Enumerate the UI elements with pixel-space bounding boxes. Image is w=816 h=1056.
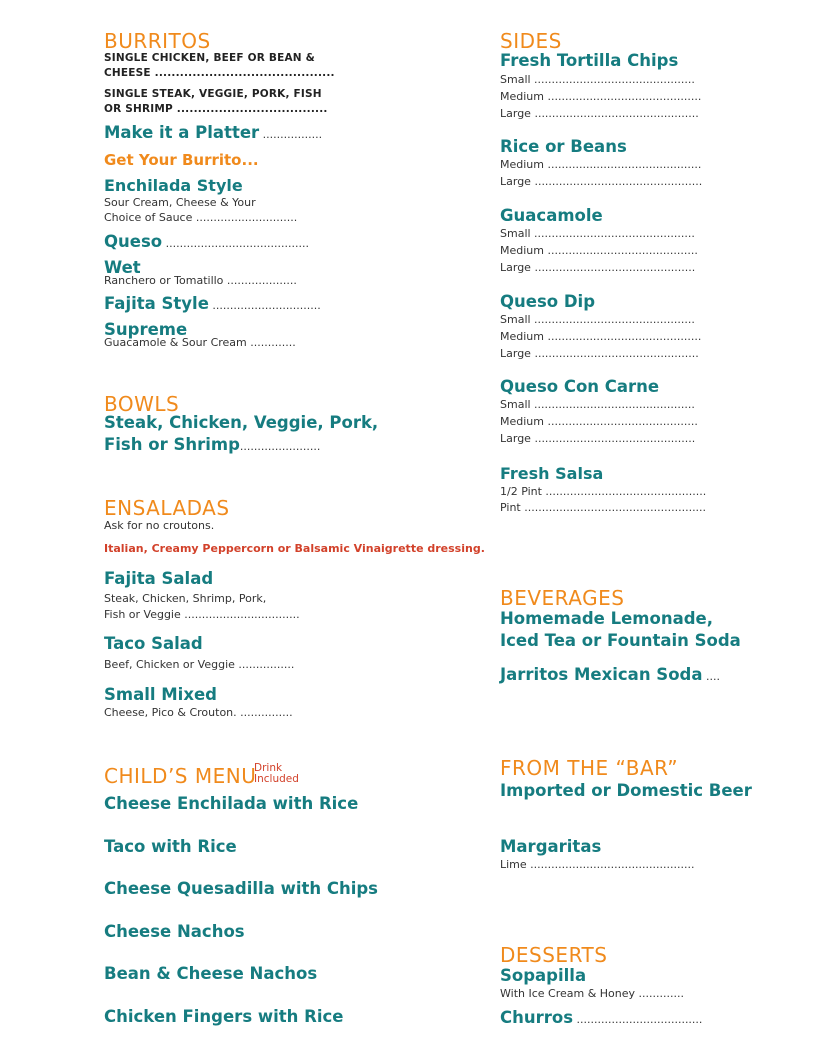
child-item-6: Chicken Fingers with Rice: [104, 1007, 344, 1026]
fresh-salsa-name: Fresh Salsa: [500, 464, 604, 483]
single-steak-line-1: SINGLE STEAK, VEGGIE, PORK, FISH: [104, 88, 322, 100]
desserts-heading: DESSERTS: [500, 943, 608, 967]
child-item-5: Bean & Cheese Nachos: [104, 964, 318, 983]
guacamole-name: Guacamole: [500, 206, 603, 225]
burritos-heading: BURRITOS: [104, 29, 211, 53]
queso-dip-small: Small ..............................................: [500, 313, 695, 326]
queso-dip-name: Queso Dip: [500, 292, 596, 311]
taco-salad-desc: Beef, Chicken or Veggie ................: [104, 658, 295, 671]
wet-desc: Ranchero or Tomatillo ....................: [104, 274, 297, 287]
chips-name: Fresh Tortilla Chips: [500, 51, 679, 70]
platter-dots: .................: [259, 128, 323, 141]
queso-dots: .........................................: [162, 237, 309, 250]
salsa-half-pint: 1/2 Pint ..............................................: [500, 485, 707, 498]
churros-dots: ....................................: [573, 1013, 703, 1026]
fajita-salad-desc-2: Fish or Veggie .................................: [104, 608, 300, 621]
sides-heading: SIDES: [500, 29, 562, 53]
child-item-1: Cheese Enchilada with Rice: [104, 794, 359, 813]
fajita-salad-name: Fajita Salad: [104, 569, 214, 588]
guac-large: Large ..............................................: [500, 261, 696, 274]
dressings-note: Italian, Creamy Peppercorn or Balsamic Vinaigrette dressing.: [104, 542, 485, 555]
rice-medium: Medium ............................................: [500, 158, 702, 171]
platter-name: Make it a Platter: [104, 123, 260, 142]
wet-name: Wet: [104, 258, 141, 277]
bowls-line-1: Steak, Chicken, Veggie, Pork,: [104, 413, 379, 432]
beverages-heading: BEVERAGES: [500, 586, 625, 610]
jarritos-name: Jarritos Mexican Soda: [500, 665, 703, 684]
drink-included-line-1: Drink: [254, 762, 283, 774]
bowls-heading: BOWLS: [104, 392, 180, 416]
jarritos-dots: ....: [702, 670, 720, 683]
queso-dip-large: Large ...............................................: [500, 347, 699, 360]
jarritos-item: [500, 665, 720, 686]
enchilada-desc-1: Sour Cream, Cheese & Your: [104, 196, 256, 209]
small-mixed-name: Small Mixed: [104, 685, 217, 704]
ensaladas-heading: ENSALADAS: [104, 496, 230, 520]
queso-con-carne-name: Queso Con Carne: [500, 377, 660, 396]
guac-medium: Medium ...........................................: [500, 244, 698, 257]
qcc-medium: Medium ...........................................: [500, 415, 698, 428]
bar-heading: FROM THE “BAR”: [500, 756, 679, 780]
platter-item: [104, 123, 322, 144]
sopapilla-desc: With Ice Cream & Honey .............: [500, 987, 684, 1000]
bowls-dots: .......................: [239, 440, 321, 453]
child-item-2: Taco with Rice: [104, 837, 237, 856]
enchilada-desc-2: Choice of Sauce .............................: [104, 211, 298, 224]
drink-included-line-2: Included: [254, 773, 299, 785]
salsa-pint: Pint ....................................................: [500, 501, 707, 514]
chips-small: Small ..............................................: [500, 73, 695, 86]
supreme-desc: Guacamole & Sour Cream .............: [104, 336, 296, 349]
single-chicken-line-1: SINGLE CHICKEN, BEEF OR BEAN &: [104, 52, 315, 64]
beverages-line-2: Iced Tea or Fountain Soda: [500, 631, 741, 650]
qcc-small: Small ..............................................: [500, 398, 695, 411]
fajita-style-name: Fajita Style: [104, 294, 209, 313]
margaritas-lime: Lime ...............................................: [500, 858, 695, 871]
queso-name: Queso: [104, 232, 163, 251]
bowls-line-2-row: [104, 435, 320, 456]
qcc-large: Large ..............................................: [500, 432, 696, 445]
beverages-line-1: Homemade Lemonade,: [500, 609, 713, 628]
croutons-note: Ask for no croutons.: [104, 519, 215, 532]
child-item-3: Cheese Quesadilla with Chips: [104, 879, 378, 898]
chips-medium: Medium ............................................: [500, 90, 702, 103]
churros-item: [500, 1008, 702, 1029]
fajita-style-dots: ...............................: [208, 299, 321, 312]
sopapilla-name: Sopapilla: [500, 966, 587, 985]
taco-salad-name: Taco Salad: [104, 634, 203, 653]
supreme-name: Supreme: [104, 320, 188, 339]
guac-small: Small ..............................................: [500, 227, 695, 240]
margaritas-name: Margaritas: [500, 837, 602, 856]
fajita-style-item: [104, 294, 321, 315]
bowls-line-2: Fish or Shrimp: [104, 435, 240, 454]
queso-dip-medium: Medium ............................................: [500, 330, 702, 343]
single-chicken-line-2: CHEESE ...........................................: [104, 67, 335, 79]
queso-item: [104, 232, 309, 253]
rice-large: Large ................................................: [500, 175, 703, 188]
enchilada-style-name: Enchilada Style: [104, 176, 243, 195]
churros-name: Churros: [500, 1008, 574, 1027]
chips-large: Large ...............................................: [500, 107, 699, 120]
get-your-burrito: Get Your Burrito...: [104, 151, 259, 169]
beer-name: Imported or Domestic Beer: [500, 781, 752, 800]
fajita-salad-desc-1: Steak, Chicken, Shrimp, Pork,: [104, 592, 267, 605]
single-steak-line-2: OR SHRIMP ....................................: [104, 103, 328, 115]
child-item-4: Cheese Nachos: [104, 922, 245, 941]
small-mixed-desc: Cheese, Pico & Crouton. ...............: [104, 706, 293, 719]
rice-beans-name: Rice or Beans: [500, 137, 627, 156]
childs-menu-heading: CHILD’S MENU: [104, 764, 257, 788]
